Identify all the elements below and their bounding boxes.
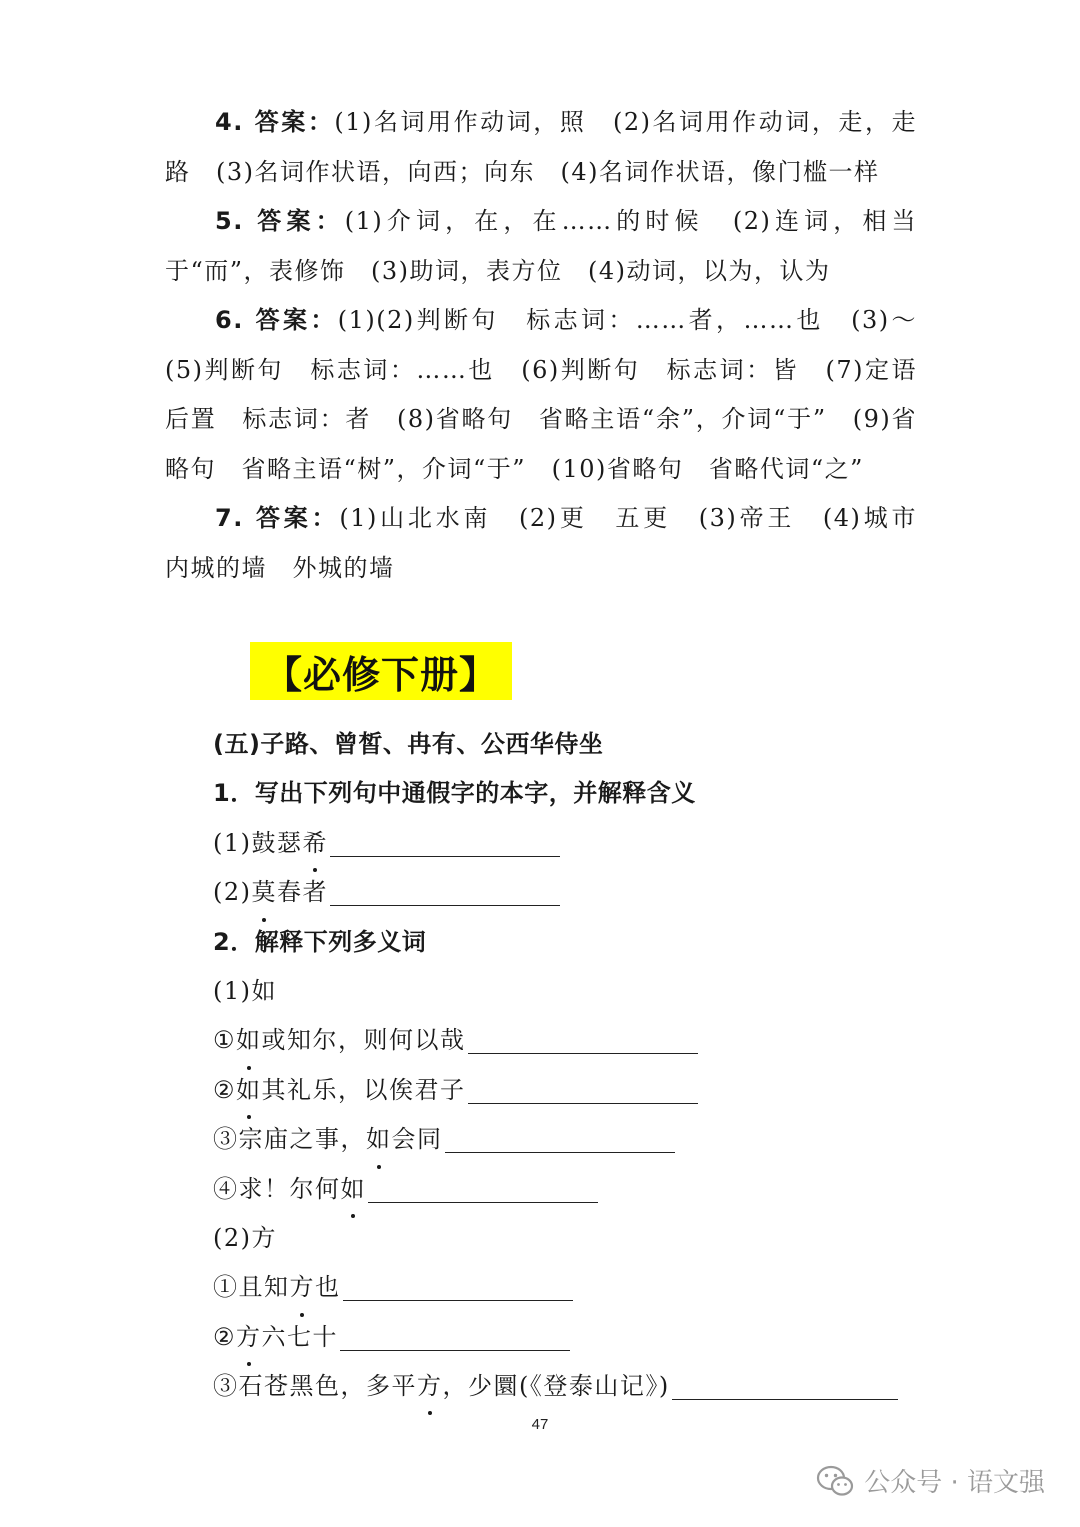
- emphasis-char: 如: [341, 1165, 367, 1214]
- answer-blank[interactable]: [343, 1299, 573, 1301]
- group-2-label: (2)方: [213, 1223, 277, 1252]
- page-number: 47: [531, 1416, 549, 1433]
- answer-blank[interactable]: [330, 855, 560, 857]
- exercise-section: [213, 720, 933, 1411]
- item-text: ，少圜(《登泰山记》): [442, 1372, 670, 1401]
- emphasis-char: 如: [236, 1016, 262, 1065]
- answer-text: (1)名词用作动词，照 (2)名词用作动词，走，走路 (3)名词作状语，向西；向东 (4)名词作状语，像门槛一样: [165, 108, 918, 186]
- section-title: (五)子路、曾皙、冉有、公西华侍坐: [213, 730, 604, 758]
- item-text: 六七十: [261, 1322, 339, 1351]
- q2-item-2-2: [213, 1313, 933, 1362]
- wechat-icon: [816, 1465, 854, 1497]
- item-text: ③宗庙之事，: [213, 1125, 366, 1154]
- answer-blank[interactable]: [672, 1398, 898, 1400]
- emphasis-char: 希: [303, 819, 329, 868]
- q2-item-1-2: [213, 1066, 933, 1115]
- emphasis-char: 如: [236, 1066, 262, 1115]
- watermark-text: 公众号 · 语文强: [864, 1468, 1045, 1498]
- section-banner: 【必修下册】: [250, 642, 512, 700]
- answer-label: 4. 答案：: [215, 108, 335, 136]
- item-text: 春者: [277, 878, 328, 907]
- q1-item-1: [213, 819, 933, 868]
- answer-blank[interactable]: [445, 1151, 675, 1153]
- answer-text: (1)介词，在，在……的时候 (2)连词，相当于“而”，表修饰 (3)助词，表方位 (4)动词，以为，认为: [165, 207, 917, 285]
- item-text: (2): [213, 878, 252, 907]
- item-text: ①且知: [213, 1273, 290, 1302]
- q1-item-2: [213, 868, 933, 917]
- q2-item-2-1: [213, 1263, 933, 1312]
- item-text: 或知尔，则何以哉: [261, 1026, 466, 1055]
- emphasis-char: 莫: [252, 868, 278, 917]
- answer-7: [165, 494, 943, 593]
- answer-blank[interactable]: [340, 1349, 570, 1351]
- question-2-title: 2．解释下列多义词: [213, 927, 427, 956]
- item-text: 其礼乐，以俟君子: [261, 1075, 466, 1104]
- q2-item-2-3: [213, 1362, 933, 1411]
- answer-text: (1)(2)判断句 标志词：……者，……也 (3)～(5)判断句 标志词：……也 (6)判断句 标志词：皆 (7)定语后置 标志词：者 (8)省略句 省略主语“余”，介词“于” (9)省略句 省略主语“树”，介词“于” (10)省略句 省略代词“之”: [165, 306, 917, 483]
- answer-label: 7. 答案：: [215, 504, 340, 532]
- item-text: ②: [213, 1075, 237, 1104]
- answer-blank[interactable]: [330, 904, 560, 906]
- question-1-title: 1．写出下列句中通假字的本字，并解释含义: [213, 779, 696, 808]
- item-text: ③石苍黑色，多平: [213, 1372, 417, 1401]
- answer-6: [165, 296, 917, 494]
- item-text: (1)鼓瑟: [213, 828, 303, 857]
- answer-5: [165, 197, 917, 296]
- answer-text: (1)山北水南 (2)更 五更 (3)帝王 (4)城市 内城的墙 外城的墙: [165, 504, 943, 582]
- q2-item-1-4: [213, 1165, 933, 1214]
- item-text: ④求！尔何: [213, 1174, 341, 1203]
- item-text: ①: [213, 1026, 237, 1055]
- item-text: 会同: [391, 1125, 443, 1154]
- answer-blank[interactable]: [368, 1201, 598, 1203]
- answer-blank[interactable]: [468, 1052, 698, 1054]
- answer-blank[interactable]: [468, 1102, 698, 1104]
- answer-section: [165, 98, 943, 593]
- group-1-label: (1)如: [213, 976, 277, 1005]
- watermark: [816, 1462, 1045, 1499]
- item-text: ②: [213, 1322, 237, 1351]
- emphasis-char: 方: [290, 1263, 316, 1312]
- emphasis-char: 如: [366, 1115, 392, 1164]
- emphasis-char: 方: [417, 1362, 443, 1411]
- answer-label: 6. 答案：: [215, 306, 338, 334]
- q2-item-1-3: [213, 1115, 933, 1164]
- emphasis-char: 方: [236, 1313, 262, 1362]
- q2-item-1-1: [213, 1016, 933, 1065]
- answer-4: [165, 98, 917, 197]
- answer-label: 5. 答案：: [215, 207, 345, 235]
- item-text: 也: [315, 1273, 341, 1302]
